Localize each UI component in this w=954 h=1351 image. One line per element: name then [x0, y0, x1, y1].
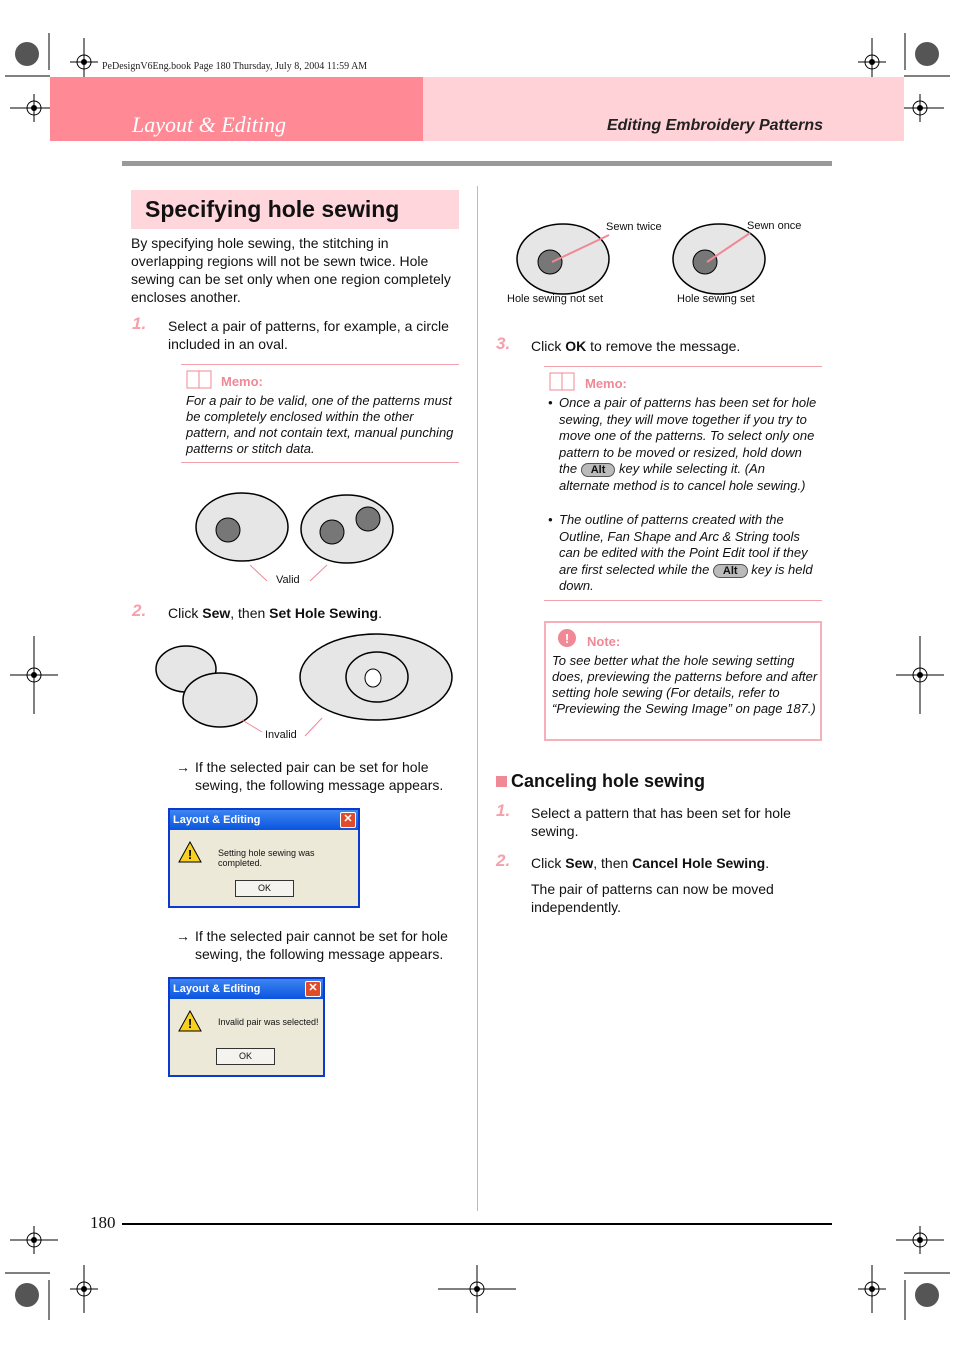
step-text: Click Sew, then Cancel Hole Sewing. — [531, 855, 770, 871]
square-bullet-icon — [496, 776, 507, 787]
step-number: 1. — [132, 314, 147, 333]
step-text: Select a pattern that has been set for hole sewing. — [531, 805, 791, 839]
bullet: • — [548, 395, 553, 410]
dialog-titlebar: Layout & Editing ✕ — [170, 979, 323, 999]
note-box — [544, 621, 822, 741]
alt-key: Alt — [713, 564, 748, 578]
svg-text:!: ! — [187, 1016, 193, 1031]
result-text: The pair of patterns can now be moved independently. — [531, 881, 774, 915]
page-number: 180 — [90, 1213, 116, 1232]
valid-label: Valid — [276, 574, 300, 586]
memo-label: Memo: — [585, 376, 627, 391]
result-text: If the selected pair cannot be set for hole sewing, the following message appears. — [195, 928, 448, 962]
step-text: Select a pair of patterns, for example, a circle included in an oval. — [168, 318, 449, 352]
sewn-twice-label: Sewn twice — [606, 221, 662, 233]
arrow-icon: → — [176, 759, 190, 775]
svg-text:!: ! — [187, 847, 193, 862]
arrow-icon: → — [176, 928, 190, 944]
step-number: 1. — [496, 801, 511, 820]
step-text: Click Sew, then Set Hole Sewing. — [168, 605, 382, 621]
ok-button[interactable]: OK — [235, 880, 294, 897]
intro-paragraph: By specifying hole sewing, the stitching in overlapping regions will not be sewn twice. Hole sewing can be set only when one region completely encloses another. — [131, 235, 451, 305]
bullet: • — [548, 512, 553, 527]
section-title-box — [131, 190, 459, 229]
footer-rule — [122, 1223, 832, 1225]
warning-icon — [178, 1010, 202, 1032]
dialog-invalid — [168, 977, 325, 1077]
svg-text:!: ! — [564, 631, 570, 646]
result-text: If the selected pair can be set for hole sewing, the following message appears. — [195, 759, 444, 793]
book-icon — [549, 372, 577, 392]
dialog-message: Invalid pair was selected! — [218, 1017, 319, 1027]
note-text: To see better what the hole sewing setting does, previewing the patterns before and after setting hole sewing (For details, refer to “Previewing the Sewing Image” on page 187.) — [552, 653, 818, 716]
memo-bullet-2: The outline of patterns created with the Outline, Fan Shape and Arc & String tools can be edited with the Point Edit tool if they are first selected while the Alt key is held down. — [559, 512, 813, 593]
subsection-title: Canceling hole sewing — [496, 771, 705, 792]
book-icon — [186, 370, 214, 390]
dialog-completed — [168, 808, 360, 908]
warning-icon — [178, 841, 202, 863]
dialog-titlebar: Layout & Editing ✕ — [170, 810, 358, 830]
set-label: Hole sewing set — [677, 293, 755, 305]
memo-label: Memo: — [221, 374, 263, 389]
ok-button[interactable]: OK — [216, 1048, 275, 1065]
not-set-label: Hole sewing not set — [507, 293, 603, 305]
invalid-label: Invalid — [265, 729, 297, 741]
column-divider — [477, 186, 478, 1211]
step-number: 2. — [496, 851, 511, 870]
page-title: Specifying hole sewing — [145, 196, 400, 222]
close-icon[interactable]: ✕ — [305, 981, 321, 997]
valid-figure — [190, 488, 400, 588]
memo-box — [544, 366, 822, 601]
print-info-line: PeDesignV6Eng.book Page 180 Thursday, July 8, 2004 11:59 AM — [102, 61, 368, 72]
step-number: 2. — [132, 601, 147, 620]
note-icon — [554, 628, 580, 648]
memo-text: For a pair to be valid, one of the patterns must be completely enclosed within the other pattern, and not contain text, manual punching patterns or stitch data. — [186, 393, 454, 456]
invalid-figure — [150, 632, 460, 744]
step-number: 3. — [496, 334, 511, 353]
header-rule — [122, 161, 832, 166]
close-icon[interactable]: ✕ — [340, 812, 356, 828]
note-label: Note: — [587, 634, 621, 649]
section-header-title: Editing Embroidery Patterns — [606, 117, 823, 134]
memo-box — [181, 364, 459, 463]
alt-key: Alt — [581, 463, 616, 477]
step-text: Click OK to remove the message. — [531, 338, 741, 354]
chapter-title: Layout & Editing — [132, 112, 286, 137]
memo-bullet-1: Once a pair of patterns has been set for hole sewing, they will move together if you try to move one of the patterns. To select only one pattern to be moved or resized, hold down the Alt key while selecting it. (An alternate method is to cancel hole sewing.) — [559, 395, 817, 493]
sewn-once-label: Sewn once — [747, 220, 802, 232]
dialog-message: Setting hole sewing was completed. — [218, 848, 315, 868]
